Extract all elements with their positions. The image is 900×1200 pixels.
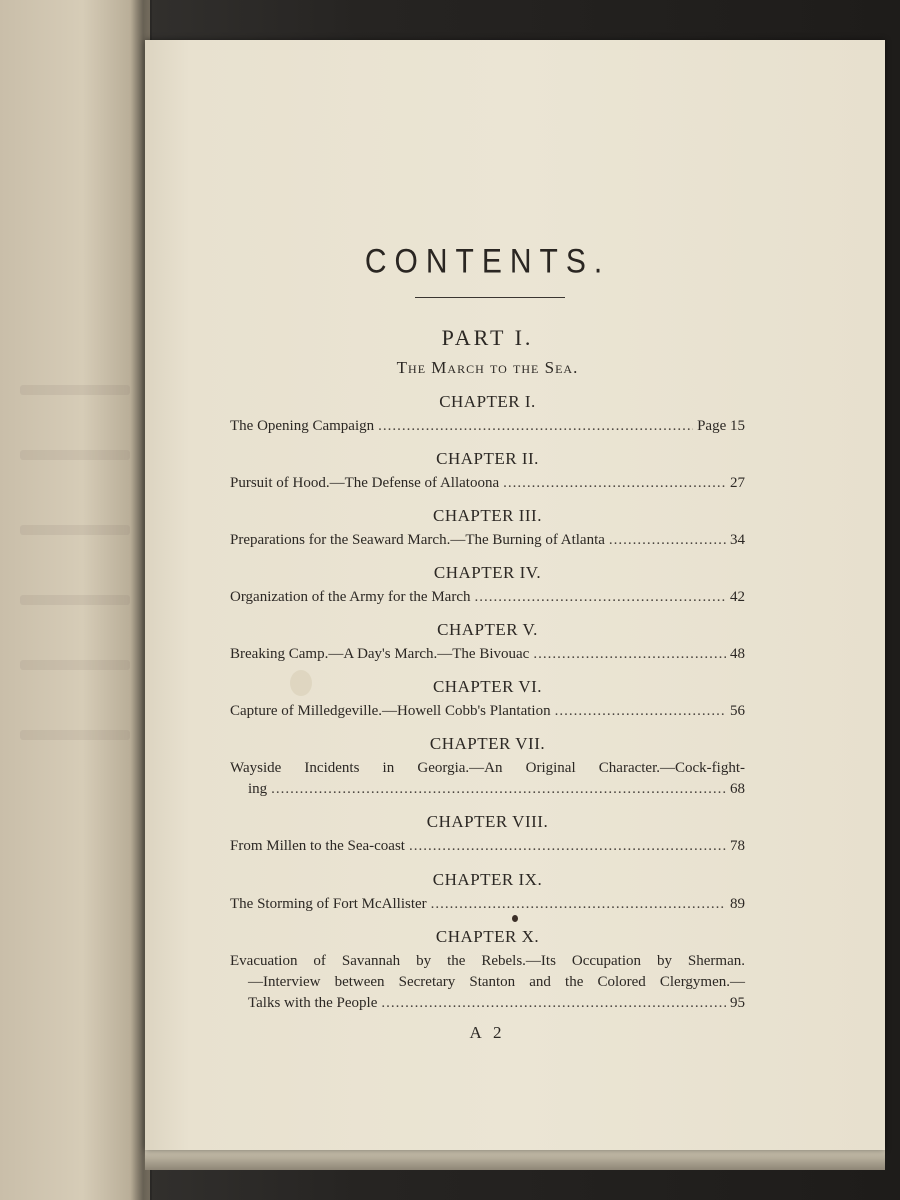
leader-dots: [378, 418, 693, 435]
part-title: PART I.: [441, 325, 534, 350]
show-through-text: [20, 385, 130, 395]
chapter-title: Organization of the Army for the March: [230, 589, 471, 605]
show-through-text: [20, 660, 130, 670]
toc-entry: [230, 703, 745, 720]
toc-entry: [230, 896, 745, 913]
page-number: 42: [730, 589, 745, 605]
chapter-title: The Storming of Fort McAllister: [230, 896, 427, 912]
chapter-title: Preparations for the Seaward March.—The Burning of Atlanta: [230, 532, 605, 548]
chapter-title-line: Wayside Incidents in Georgia.—An Original Character.—Cock-fight-: [230, 760, 745, 776]
leader-dots: [431, 896, 726, 913]
page-number: 34: [730, 532, 745, 548]
toc-entry: [248, 781, 745, 798]
leader-dots: [555, 703, 726, 720]
chapter-heading: CHAPTER VI.: [432, 677, 543, 696]
leader-dots: [271, 781, 726, 798]
part-subtitle: The March to the Sea.: [396, 358, 579, 377]
chapter-title-line: Evacuation of Savannah by the Rebels.—Its Occupation by Sherman.: [230, 953, 745, 969]
show-through-text: [20, 525, 130, 535]
page-number: 78: [730, 838, 745, 854]
chapter-heading: CHAPTER IV.: [433, 563, 542, 582]
page-number: 56: [730, 703, 745, 719]
chapter-heading: CHAPTER III.: [433, 506, 542, 525]
chapter-heading: CHAPTER VII.: [429, 734, 546, 753]
show-through-text: [20, 730, 130, 740]
page-number: 95: [730, 995, 745, 1011]
page-number: 27: [730, 475, 745, 491]
chapter-title: The Opening Campaign: [230, 418, 375, 434]
show-through-text: [20, 595, 130, 605]
signature-mark: A 2: [469, 1023, 506, 1042]
contents-page: [145, 40, 885, 1150]
toc-entry: [230, 589, 745, 606]
chapter-title: ing: [248, 781, 268, 797]
toc-entry: [248, 995, 745, 1012]
chapter-title: Breaking Camp.—A Day's March.—The Bivouac: [230, 646, 530, 662]
page-number: 89: [730, 896, 745, 912]
chapter-title: Capture of Milledgeville.—Howell Cobb's Plantation: [230, 703, 551, 719]
chapter-title: Pursuit of Hood.—The Defense of Allatoona: [230, 475, 500, 491]
toc-entry: [230, 418, 745, 435]
page-number: 48: [730, 646, 745, 662]
chapter-title: From Millen to the Sea-coast: [230, 838, 405, 854]
toc-entry: [230, 646, 745, 663]
toc-entry: [230, 475, 745, 492]
leader-dots: [533, 646, 726, 663]
page-number: 68: [730, 781, 745, 797]
toc-entry: [230, 532, 745, 549]
page-edge: [145, 1150, 885, 1170]
page-title: CONTENTS.: [364, 242, 611, 281]
show-through-text: [20, 450, 130, 460]
toc-entry: [230, 838, 745, 855]
chapter-heading: CHAPTER I.: [439, 392, 536, 411]
page-number: Page 15: [697, 418, 745, 434]
ink-spot: [512, 915, 518, 922]
leader-dots: [503, 475, 726, 492]
chapter-heading: CHAPTER V.: [437, 620, 538, 639]
title-rule: [415, 297, 565, 298]
chapter-heading: CHAPTER II.: [436, 449, 539, 468]
leader-dots: [409, 838, 726, 855]
chapter-heading: CHAPTER VIII.: [426, 812, 549, 831]
chapter-title-line: —Interview between Secretary Stanton and the Colored Clergymen.—: [248, 974, 745, 990]
chapter-title: Talks with the People: [248, 995, 378, 1011]
leader-dots: [474, 589, 726, 606]
left-page: [0, 0, 150, 1200]
leader-dots: [381, 995, 726, 1012]
leader-dots: [609, 532, 726, 549]
chapter-heading: CHAPTER X.: [435, 927, 540, 946]
chapter-heading: CHAPTER IX.: [432, 870, 543, 889]
